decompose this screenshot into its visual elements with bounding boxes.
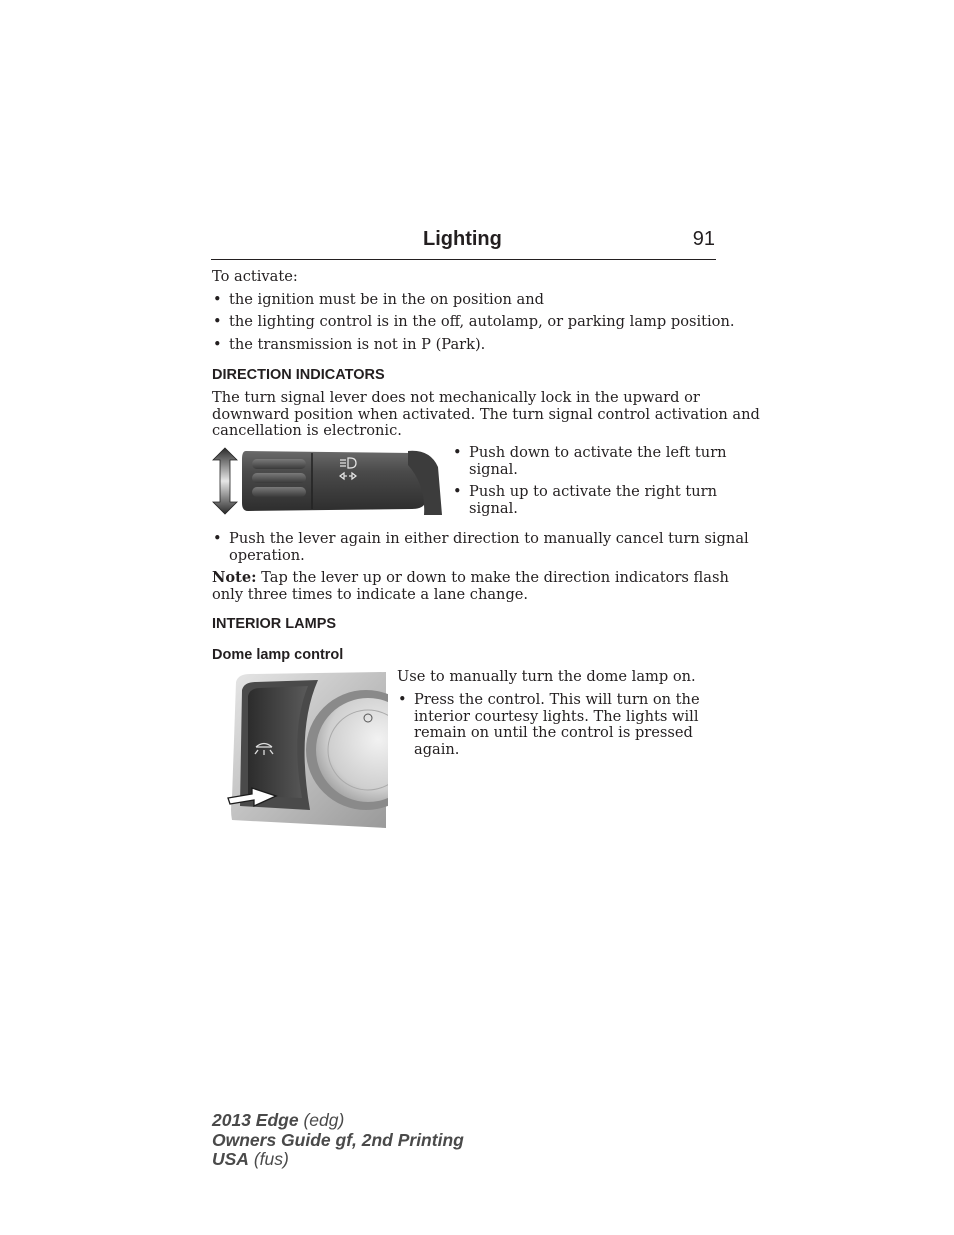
list-item <box>452 484 717 517</box>
list-item: • the lighting control is in the off, autolamp, or parking lamp position. <box>212 314 735 331</box>
list-item <box>212 531 749 564</box>
footer-market-code: (fus) <box>253 1149 289 1169</box>
footer-model-code: (edg) <box>303 1110 345 1130</box>
turn-signal-lever-icon <box>212 445 444 517</box>
paragraph-line: downward position when activated. The turn signal control activation and <box>212 405 760 423</box>
note-text: only three times to indicate a lane change. <box>212 585 529 603</box>
paragraph-line: cancellation is electronic. <box>212 422 402 439</box>
subheading-dome-lamp-control: Dome lamp control <box>212 647 344 663</box>
dome-intro: Use to manually turn the dome lamp on. <box>397 668 696 685</box>
bullet-line: signal. <box>469 499 518 517</box>
note <box>212 570 729 603</box>
list-item <box>397 692 700 758</box>
dome-lamp-control-icon <box>226 670 388 828</box>
bullet-line: • Push the lever again in either direction to manually cancel turn signal <box>229 530 749 547</box>
bullet-line: operation. <box>229 546 305 564</box>
section-heading-interior-lamps: INTERIOR LAMPS <box>212 616 337 632</box>
list-item: • the ignition must be in the on position and <box>212 292 544 309</box>
footer-model: 2013 Edge <box>212 1110 299 1130</box>
footer-guide: Owners Guide gf, 2nd Printing <box>212 1129 464 1150</box>
note-text: Tap the lever up or down to make the direction indicators flash <box>261 569 729 586</box>
bullet-line: interior courtesy lights. The lights will <box>414 707 699 725</box>
direction-paragraph <box>212 390 760 440</box>
footer-market: USA <box>212 1149 249 1169</box>
bullet-line: again. <box>414 740 460 758</box>
bullet-line: remain on until the control is pressed <box>414 724 693 741</box>
bullet-line: • Push down to activate the left turn <box>469 444 727 461</box>
list-item <box>452 445 727 478</box>
note-label: Note: <box>212 569 257 586</box>
paragraph-line: The turn signal lever does not mechanically lock in the upward or <box>212 389 700 406</box>
bullet-line: • Press the control. This will turn on the <box>414 691 700 708</box>
page-title: Lighting <box>423 228 502 250</box>
footer <box>212 1111 464 1170</box>
bullet-line: signal. <box>469 460 518 478</box>
activate-intro: To activate: <box>212 268 298 285</box>
page-number: 91 <box>692 228 715 250</box>
page-header <box>211 228 716 260</box>
bullet-line: • Push up to activate the right turn <box>469 483 717 500</box>
section-heading-direction-indicators: DIRECTION INDICATORS <box>212 367 385 383</box>
list-item: • the transmission is not in P (Park). <box>212 337 485 354</box>
